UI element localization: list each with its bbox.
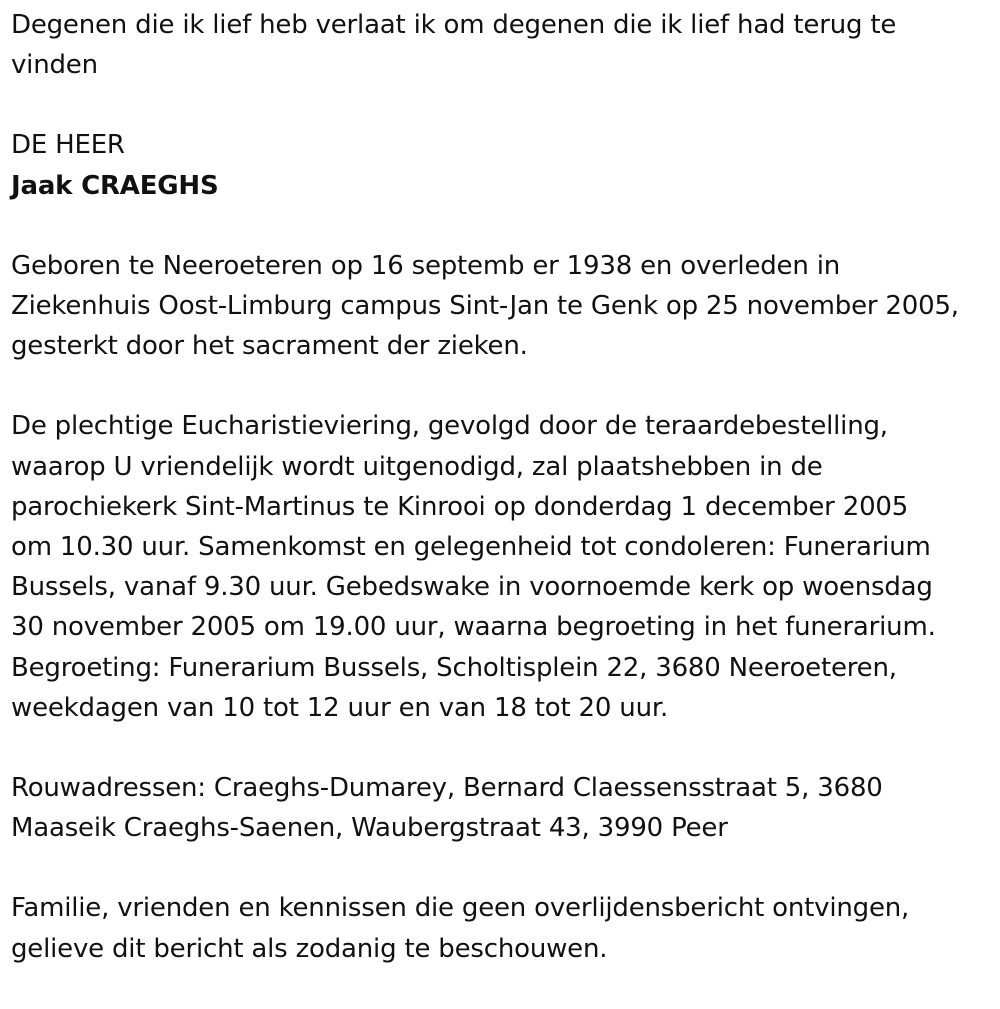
- motto-text: Degenen die ik lief heb verlaat ik om degenen die ik lief had terug te vinden: [11, 10, 897, 81]
- birth-death-paragraph: Geboren te Neeroeteren op 16 septemb er 1938 en overleden in Ziekenhuis Oost-Limburg campus Sint-Jan te Genk op 25 november 2005, gesterkt door het sacrament der zieken.: [11, 250, 959, 362]
- closing-paragraph: Familie, vrienden en kennissen die geen overlijdensbericht ontvingen, gelieve dit bericht als zodanig te beschouwen.: [11, 893, 910, 964]
- obituary-document: [11, 5, 996, 1009]
- honorific-title: DE HEER: [11, 130, 125, 161]
- ceremony-paragraph: De plechtige Eucharistieviering, gevolgd door de teraardebestelling, waarop U vriendelijk wordt uitgenodigd, zal plaatshebben in de parochiekerk Sint-Martinus te Kinrooi op donderdag 1 december 2005 om 10.30 uur. Samenkomst en gelegenheid tot condoleren: Funerarium Bussels, vanaf 9.30 uur. Gebedswake in voornoemde kerk op woensdag 30 november 2005 om 19.00 uur, waarna begroeting in het funerarium. Begroeting: Funerarium Bussels, Scholtisplein 22, 3680 Neeroeteren, weekdagen van 10 tot 12 uur en van 18 tot 20 uur.: [11, 411, 936, 723]
- mourning-addresses-paragraph: Rouwadressen: Craeghs-Dumarey, Bernard Claessensstraat 5, 3680 Maaseik Craeghs-Saenen, Waubergstraat 43, 3990 Peer: [11, 773, 883, 844]
- deceased-name: Jaak CRAEGHS: [11, 170, 219, 201]
